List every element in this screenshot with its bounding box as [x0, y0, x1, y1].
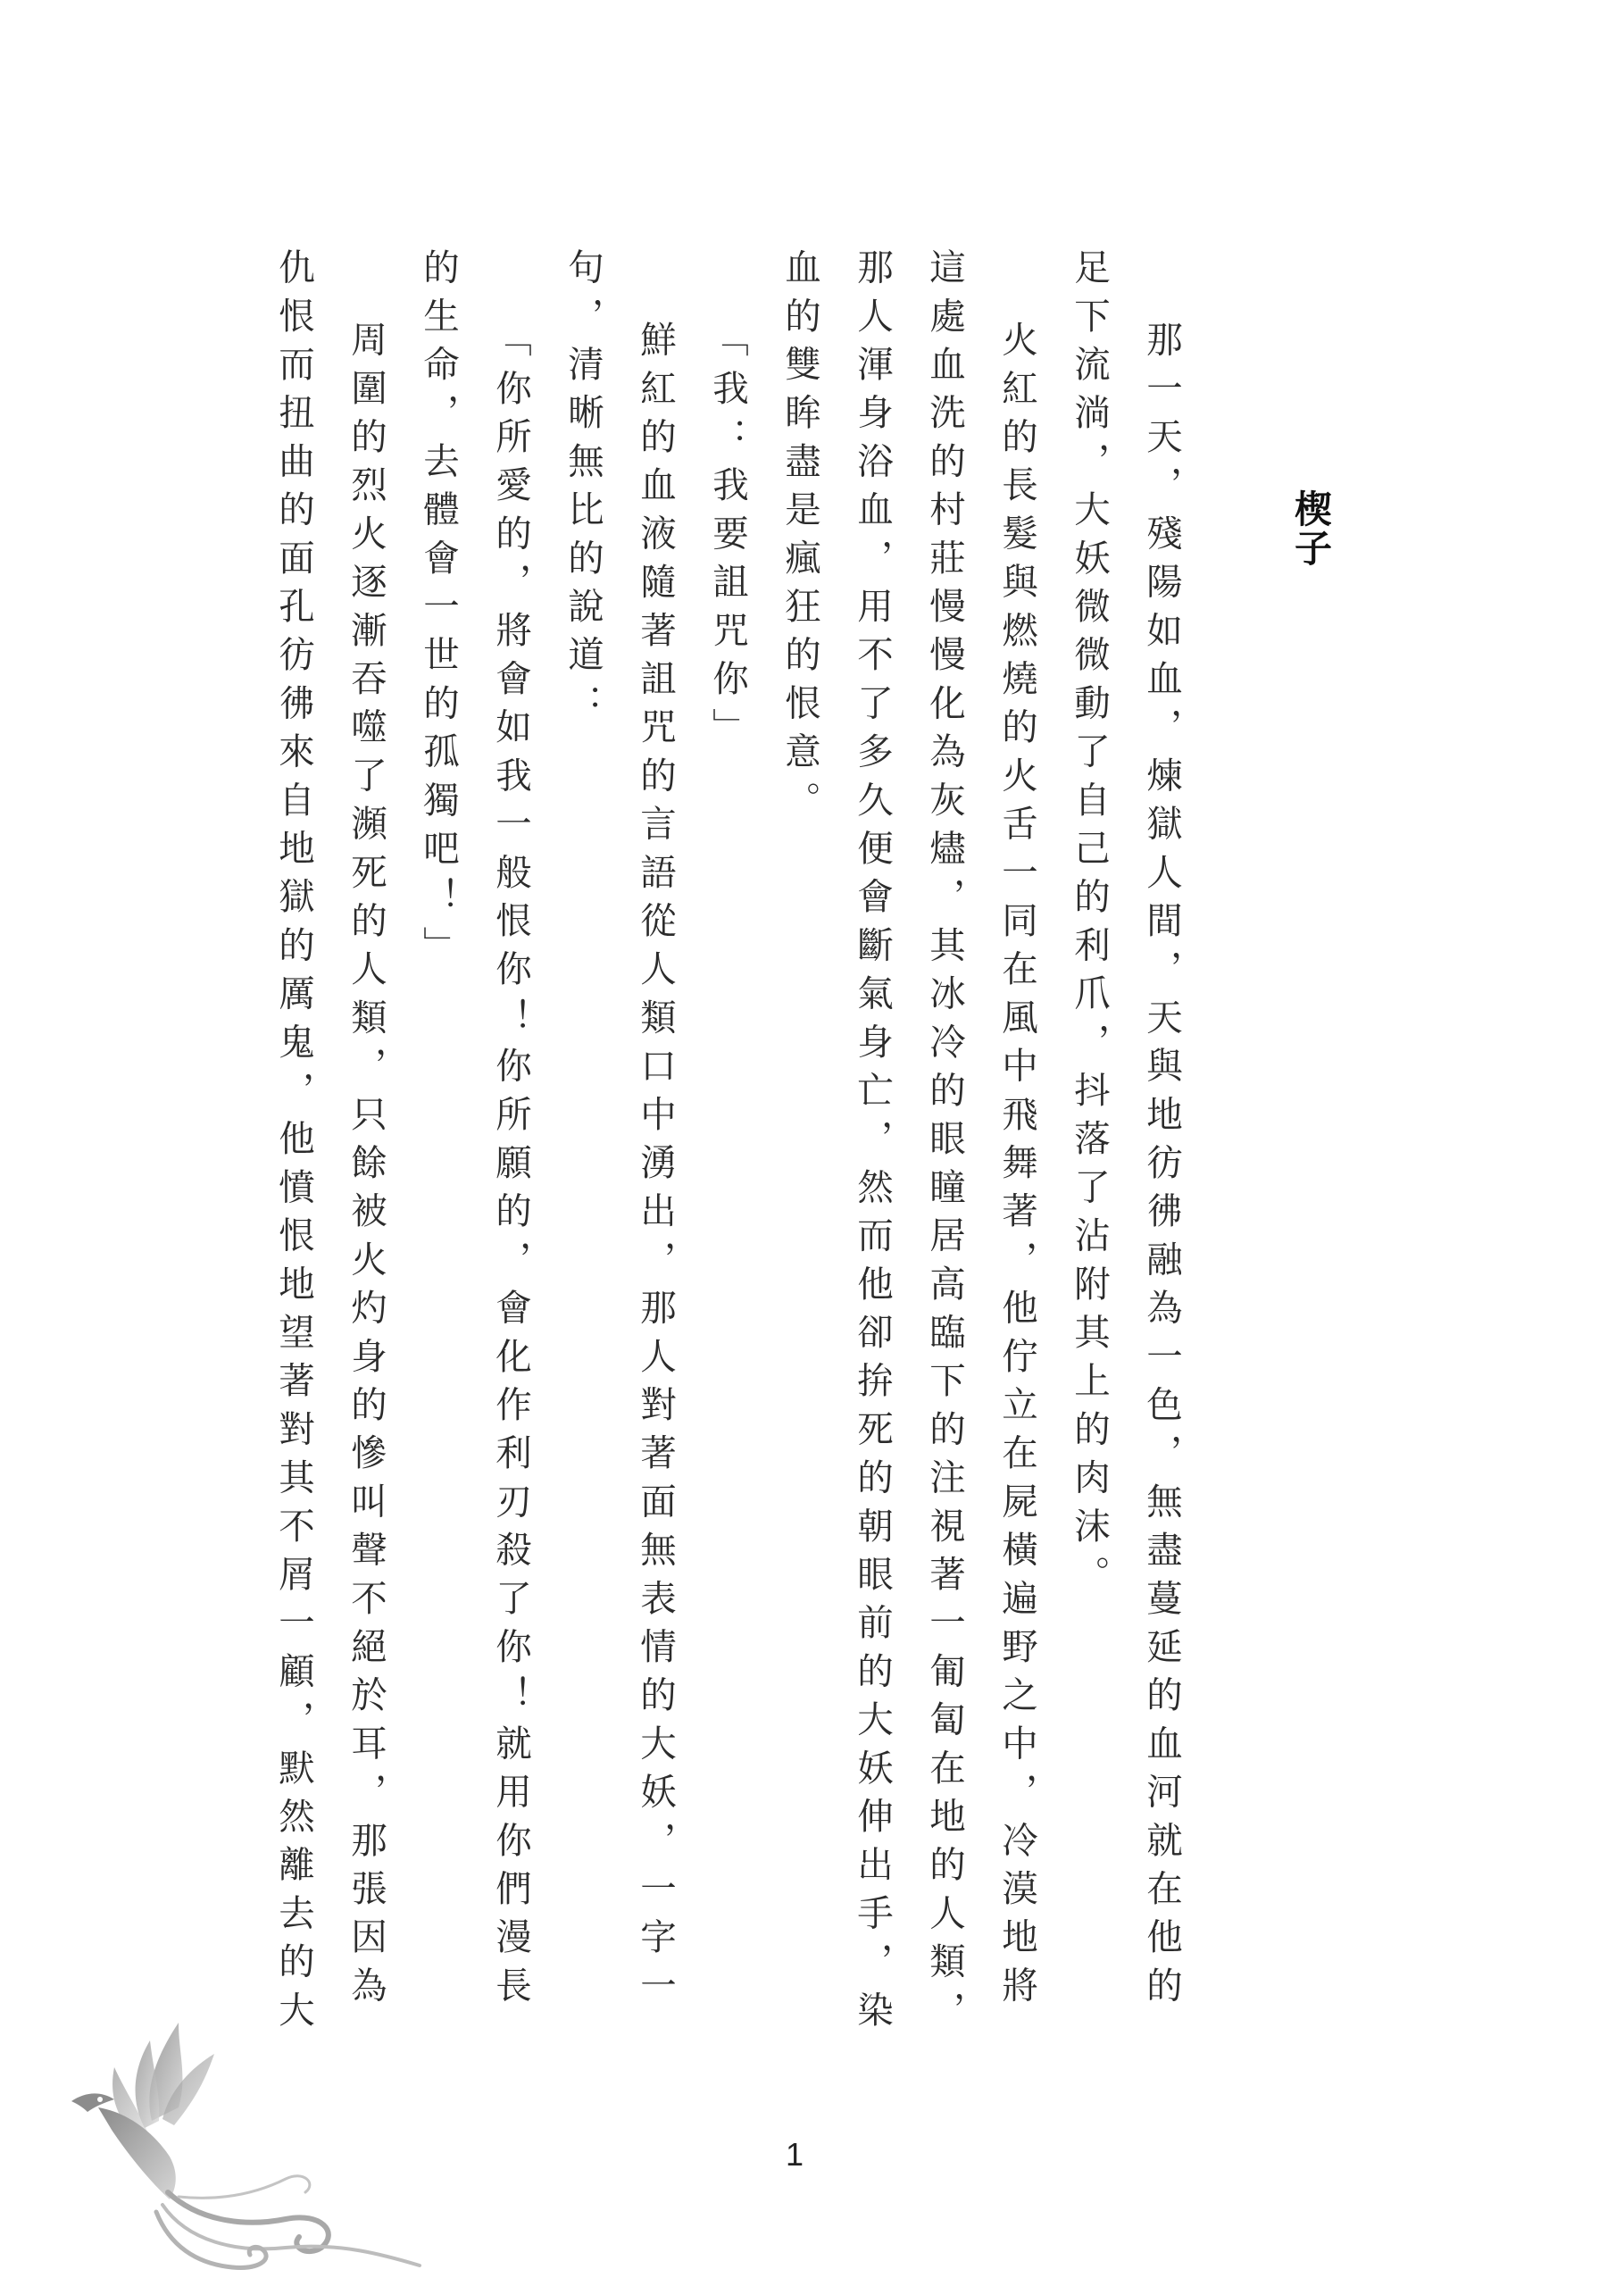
chapter-title: 楔子	[1289, 489, 1333, 568]
page-number: 1	[785, 2136, 804, 2173]
paragraph-2: 火紅的長髮與燃燒的火舌一同在風中飛舞著，他佇立在屍橫遍野之中，冷漠地將這處血洗的村莊慢慢化為灰燼，其冰冷的眼瞳居高臨下的注視著一匍匐在地的人類，那人渾身浴血，用不了多久便會斷氣身亡，然而他卻拚死的朝眼前的大妖伸出手，染血的雙眸盡是瘋狂的恨意。	[779, 248, 1038, 2040]
paragraph-3: 「我：我要詛咒你」	[706, 321, 749, 756]
paragraph-6: 周圍的烈火逐漸吞噬了瀕死的人類，只餘被火灼身的慘叫聲不絕於耳，那張因為仇恨而扭曲的面孔彷彿來自地獄的厲鬼，他憤恨地望著對其不屑一顧，默然離去的大	[272, 248, 387, 2040]
paragraph-5: 「你所愛的，將會如我一般恨你！你所願的，會化作利刃殺了你！就用你們漫長的生命，去體會一世的孤獨吧！」	[417, 248, 532, 2015]
paragraph-1: 那一天，殘陽如血，煉獄人間，天與地彷彿融為一色，無盡蔓延的血河就在他的足下流淌，大妖微微動了自己的利爪，抖落了沾附其上的肉沫。	[1068, 248, 1183, 2015]
body-text	[257, 248, 1197, 2043]
paragraph-4: 鮮紅的血液隨著詛咒的言語從人類口中湧出，那人對著面無表情的大妖，一字一句，清晰無比的說道：	[562, 248, 677, 2015]
